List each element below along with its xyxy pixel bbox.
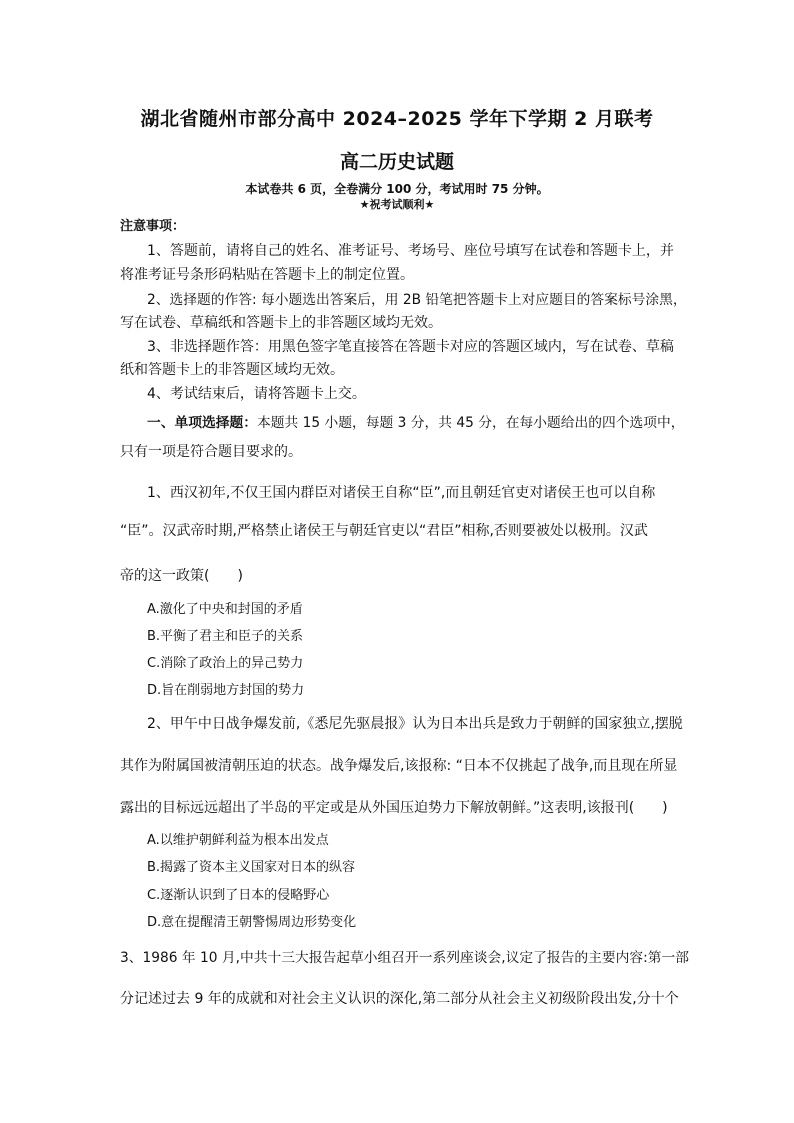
notice-line: 4、考试结束后，请将答题卡上交。 [147,386,366,402]
question-1-stem: 帝的这一政策( ) [120,568,243,584]
question-3-stem: 分记述过去 9 年的成就和对社会主义认识的深化,第二部分从社会主义初级阶段出发,分十个 [120,991,679,1007]
exam-subtitle: 高二历史试题 [339,151,454,173]
good-luck-line: ★祝考试顺利★ [359,198,435,211]
question-2-stem: 露出的目标远远超出了半岛的平定或是从外国压迫势力下解放朝鲜。”这表明,该报刊( ) [120,800,668,816]
notice-line: 3、非选择题作答：用黑色签字笔直接答在答题卡对应的答题区域内，写在试卷、草稿 [147,339,674,355]
question-2-option-c: C.逐渐认识到了日本的侵略野心 [147,888,330,903]
notice-heading: 注意事项： [120,219,186,234]
section-intro-text: 本题共 15 小题，每题 3 分，共 45 分，在每小题给出的四个选项中， [257,415,685,431]
section-intro-line: 只有一项是符合题目要求的。 [120,444,302,460]
notice-line: 纸和答题卡上的非答题区域均无效。 [120,362,344,378]
notice-line: 1、答题前，请将自己的姓名、准考证号、考场号、座位号填写在试卷和答题卡上，并 [147,243,674,259]
question-2-option-a: A.以维护朝鲜利益为根本出发点 [147,833,329,848]
question-1-stem: 1、西汉初年,不仅王国内群臣对诸侯王自称“臣”,而且朝廷官吏对诸侯王也可以自称 [147,485,656,501]
question-1-stem: “臣”。汉武帝时期,严格禁止诸侯王与朝廷官吏以“君臣”相称,否则要被处以极刑。汉武 [120,523,648,539]
section-heading: 一、单项选择题： [147,415,258,431]
question-1-option-b: B.平衡了君主和臣子的关系 [147,629,304,644]
question-2-stem: 其作为附属国被清朝压迫的状态。战争爆发后,该报称: “日本不仅挑起了战争,而且现在所显 [120,758,678,774]
exam-title: 湖北省随州市部分高中 2024–2025 学年下学期 2 月联考 [140,108,654,130]
section-intro [147,411,684,431]
question-2-option-b: B.揭露了资本主义国家对日本的纵容 [147,860,356,875]
question-1-option-d: D.旨在削弱地方封国的势力 [147,683,305,698]
notice-line: 将准考证号条形码粘贴在答题卡上的制定位置。 [120,267,414,283]
notice-line: 2、选择题的作答: 每小题选出答案后，用 2B 铅笔把答题卡上对应题目的答案标号涂黑， [147,292,687,308]
question-2-option-d: D.意在提醒清王朝警惕周边形势变化 [147,915,357,930]
question-1-option-c: C.消除了政治上的异己势力 [147,656,304,671]
notice-line: 写在试卷、草稿纸和答题卡上的非答题区域均无效。 [120,315,442,331]
exam-info: 本试卷共 6 页，全卷满分 100 分，考试用时 75 分钟。 [245,182,549,196]
question-2-stem: 2、甲午中日战争爆发前,《悉尼先驱晨报》认为日本出兵是致力于朝鲜的国家独立,摆脱 [147,716,683,732]
question-1-option-a: A.激化了中央和封国的矛盾 [147,602,303,617]
question-3-stem: 3、1986 年 10 月,中共十三大报告起草小组召开一系列座谈会,议定了报告的主要内容:第一部 [120,950,689,966]
